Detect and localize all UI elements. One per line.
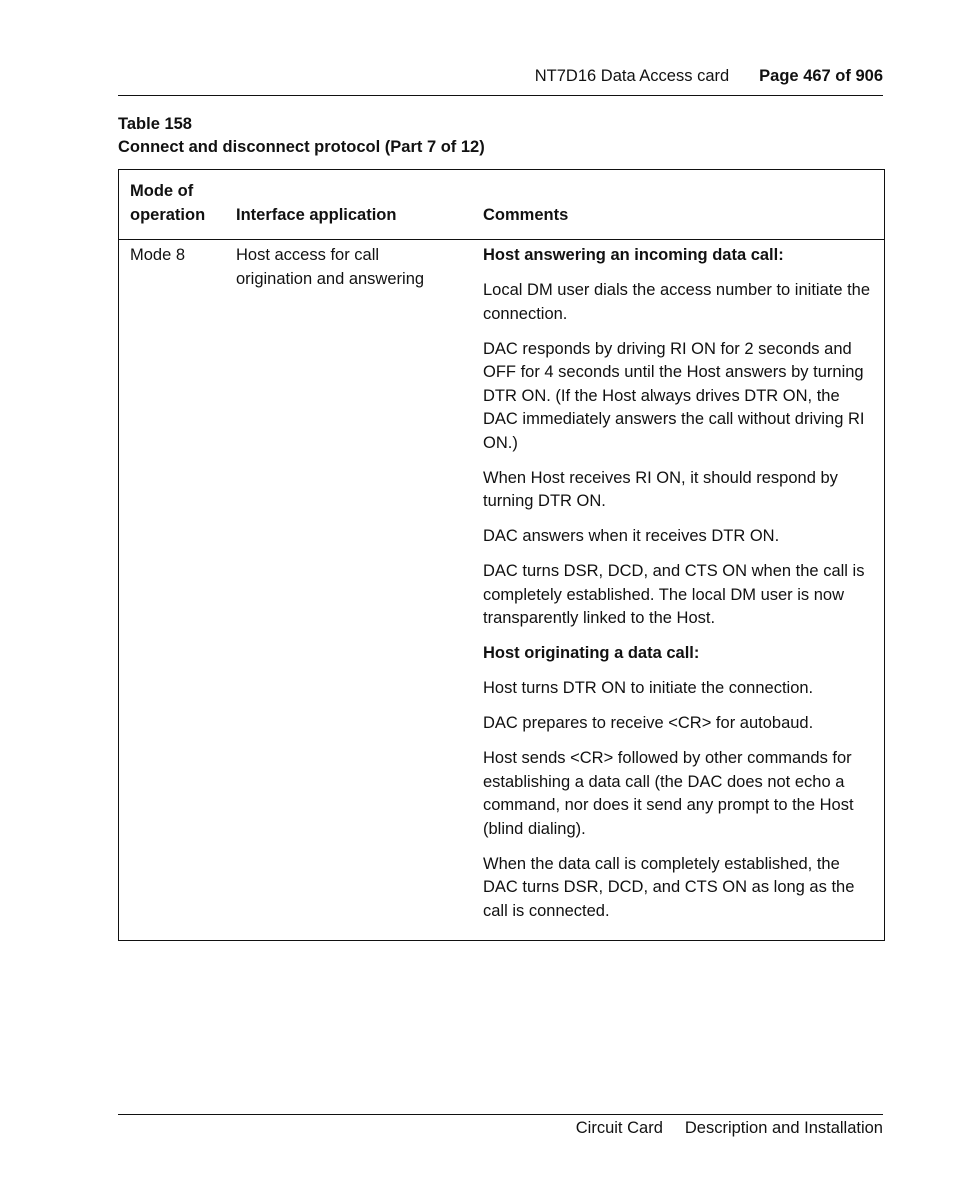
footer-right: Description and Installation: [684, 1119, 883, 1137]
column-header-interface: Interface application: [236, 205, 397, 224]
cell-interface-application: Host access for call origination and answering: [236, 246, 425, 288]
comment-paragraph: DAC answers when it receives DTR ON.: [483, 527, 780, 545]
page-number: Page 467 of 906: [759, 67, 883, 85]
column-header-mode-line2: operation: [130, 205, 206, 224]
comment-paragraph: When the data call is completely established, the DAC turns DSR, DCD, and CTS ON as long as the call is connected.: [483, 854, 855, 920]
comment-paragraph: When Host receives RI ON, it should respond by turning DTR ON.: [483, 468, 838, 510]
table-caption: [118, 113, 485, 159]
protocol-table: [118, 169, 885, 941]
footer-left: Circuit Card: [575, 1119, 663, 1137]
comment-paragraph: Host turns DTR ON to initiate the connection.: [483, 679, 814, 697]
table-number: Table 158: [118, 115, 192, 133]
comment-paragraph: Host sends <CR> followed by other commands for establishing a data call (the DAC does not echo a command, nor does it send any prompt to the Host (blind dialing).: [483, 749, 854, 838]
header-rule: [118, 95, 883, 96]
cell-comments: [483, 244, 875, 935]
comment-paragraph: Local DM user dials the access number to initiate the connection.: [483, 281, 871, 323]
footer-rule: [118, 1114, 883, 1115]
comment-heading: Host answering an incoming data call:: [483, 246, 784, 264]
comment-paragraph: DAC responds by driving RI ON for 2 seconds and OFF for 4 seconds until the Host answers by turning DTR ON. (If the Host always drives DTR ON, the DAC immediately answers the call without driving RI ON.): [483, 339, 865, 452]
comment-paragraph: DAC turns DSR, DCD, and CTS ON when the call is completely established. The local DM user is now transparently linked to the Host.: [483, 562, 865, 627]
document-title: NT7D16 Data Access card: [534, 67, 730, 85]
page-header: [118, 66, 883, 86]
table-header-row: [119, 170, 884, 240]
comment-paragraph: DAC prepares to receive <CR> for autobaud.: [483, 714, 814, 732]
column-header-mode: [130, 180, 205, 227]
column-header-mode-line1: Mode of: [130, 182, 194, 200]
comment-heading: Host originating a data call:: [483, 644, 700, 662]
cell-mode: Mode 8: [130, 246, 186, 264]
page-footer: [118, 1118, 883, 1138]
table-title: Connect and disconnect protocol (Part 7 of 12): [118, 138, 485, 156]
column-header-comments: Comments: [483, 205, 569, 224]
